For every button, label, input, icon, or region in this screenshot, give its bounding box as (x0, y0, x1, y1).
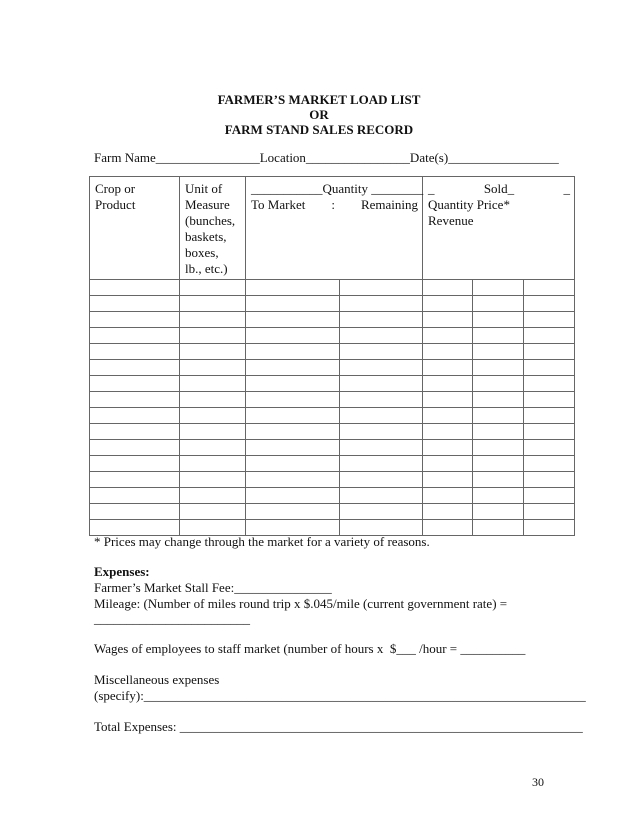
table-cell[interactable] (473, 504, 524, 520)
table-cell[interactable] (473, 424, 524, 440)
prices-footnote: * Prices may change through the market for a variety of reasons. (94, 534, 430, 549)
table-cell[interactable] (180, 504, 246, 520)
table-cell[interactable] (340, 360, 423, 376)
table-cell[interactable] (340, 328, 423, 344)
table-row (90, 312, 575, 328)
table-cell[interactable] (180, 488, 246, 504)
table-cell[interactable] (473, 520, 524, 536)
table-cell[interactable] (180, 472, 246, 488)
table-cell[interactable] (90, 424, 180, 440)
table-row (90, 376, 575, 392)
table-cell[interactable] (180, 344, 246, 360)
table-cell[interactable] (246, 456, 340, 472)
table-cell[interactable] (90, 312, 180, 328)
header-sold-tail: _ (563, 181, 570, 196)
header-sold-label: Sold_ (483, 181, 515, 196)
table-cell[interactable] (90, 376, 180, 392)
table-cell[interactable] (423, 456, 473, 472)
table-cell[interactable] (180, 408, 246, 424)
table-cell[interactable] (180, 280, 246, 296)
table-body (90, 280, 575, 536)
table-cell[interactable] (524, 520, 575, 536)
table-cell[interactable] (473, 296, 524, 312)
table-row (90, 280, 575, 296)
table-cell[interactable] (473, 440, 524, 456)
mileage-line: Mileage: (Number of miles round trip x $.045/mile (current government rate) = (94, 596, 508, 611)
table-cell[interactable] (90, 408, 180, 424)
table-cell[interactable] (90, 280, 180, 296)
table-cell[interactable] (423, 488, 473, 504)
table-cell[interactable] (246, 360, 340, 376)
header-sold-subtitles: Quantity Price* Revenue (428, 197, 510, 228)
header-quantity (246, 177, 423, 280)
table-cell[interactable] (423, 392, 473, 408)
table-cell[interactable] (524, 392, 575, 408)
table-cell[interactable] (524, 360, 575, 376)
table-cell[interactable] (246, 280, 340, 296)
total-expenses-line: Total Expenses: ______________________________________________________________ (94, 719, 583, 734)
header-sold (423, 177, 575, 280)
table-cell[interactable] (90, 296, 180, 312)
table-cell[interactable] (473, 488, 524, 504)
header-colon: : (331, 197, 335, 212)
table-cell[interactable] (340, 296, 423, 312)
table-cell[interactable] (340, 312, 423, 328)
header-unit-of-measure: Unit of Measure (bunches, baskets, boxes, lb., etc.) (180, 177, 246, 280)
table-cell[interactable] (524, 408, 575, 424)
table-cell[interactable] (180, 440, 246, 456)
table-cell[interactable] (180, 456, 246, 472)
table-cell[interactable] (180, 392, 246, 408)
table-row (90, 504, 575, 520)
table-cell[interactable] (340, 472, 423, 488)
table-cell[interactable] (473, 312, 524, 328)
table-cell[interactable] (246, 440, 340, 456)
table-cell[interactable] (246, 504, 340, 520)
table-cell[interactable] (90, 344, 180, 360)
table-cell[interactable] (340, 408, 423, 424)
table-cell[interactable] (246, 472, 340, 488)
table-cell[interactable] (340, 504, 423, 520)
table-cell[interactable] (524, 472, 575, 488)
table-cell[interactable] (180, 296, 246, 312)
table-cell[interactable] (423, 344, 473, 360)
table-cell[interactable] (246, 408, 340, 424)
table-cell[interactable] (340, 488, 423, 504)
table-cell[interactable] (524, 456, 575, 472)
table-cell[interactable] (423, 504, 473, 520)
table-cell[interactable] (423, 360, 473, 376)
table-cell[interactable] (524, 504, 575, 520)
table-cell[interactable] (423, 280, 473, 296)
table-cell[interactable] (473, 344, 524, 360)
table-cell[interactable] (180, 424, 246, 440)
form-title-line-3: FARM STAND SALES RECORD (224, 122, 414, 137)
form-title-line-2: OR (309, 107, 329, 122)
table-cell[interactable] (246, 328, 340, 344)
header-remaining: Remaining (360, 197, 418, 212)
table-cell[interactable] (423, 440, 473, 456)
table-cell[interactable] (90, 328, 180, 344)
table-row (90, 328, 575, 344)
table-cell[interactable] (246, 312, 340, 328)
table-cell[interactable] (423, 312, 473, 328)
mileage-blank-line: ________________________ (94, 611, 250, 626)
table-cell[interactable] (524, 376, 575, 392)
table-cell[interactable] (180, 328, 246, 344)
table-row (90, 488, 575, 504)
table-cell[interactable] (246, 296, 340, 312)
table-cell[interactable] (524, 280, 575, 296)
table-cell[interactable] (423, 472, 473, 488)
table-cell[interactable] (90, 392, 180, 408)
table-cell[interactable] (340, 344, 423, 360)
wages-line: Wages of employees to staff market (number of hours x $___ /hour = __________ (94, 641, 526, 656)
table-row (90, 424, 575, 440)
table-row (90, 360, 575, 376)
table-cell[interactable] (340, 280, 423, 296)
table-cell[interactable] (246, 344, 340, 360)
table-cell[interactable] (524, 328, 575, 344)
table-row (90, 344, 575, 360)
table-row (90, 392, 575, 408)
table-cell[interactable] (340, 424, 423, 440)
table-cell[interactable] (90, 488, 180, 504)
table-header-row (90, 177, 575, 280)
table-row (90, 456, 575, 472)
table-cell[interactable] (423, 376, 473, 392)
table-cell[interactable] (180, 376, 246, 392)
table-cell[interactable] (340, 392, 423, 408)
header-sold-underscore: _ (428, 181, 435, 196)
farm-info-line: Farm Name________________Location________________Date(s)_________________ (94, 150, 559, 165)
table-cell[interactable] (473, 360, 524, 376)
header-sold-title (428, 181, 570, 197)
table-cell[interactable] (246, 424, 340, 440)
table-cell[interactable] (473, 328, 524, 344)
table-cell[interactable] (90, 472, 180, 488)
table-cell[interactable] (90, 456, 180, 472)
table-row (90, 472, 575, 488)
table-cell[interactable] (90, 504, 180, 520)
table-cell[interactable] (180, 360, 246, 376)
table-cell[interactable] (524, 312, 575, 328)
table-row (90, 408, 575, 424)
table-cell[interactable] (340, 440, 423, 456)
table-cell[interactable] (473, 280, 524, 296)
misc-expenses-specify-line: (specify):____________________________________________________________________ (94, 688, 586, 703)
table-cell[interactable] (423, 408, 473, 424)
table-cell[interactable] (246, 488, 340, 504)
table-row (90, 440, 575, 456)
table-cell[interactable] (473, 376, 524, 392)
table-cell[interactable] (524, 344, 575, 360)
table-cell[interactable] (180, 312, 246, 328)
table-cell[interactable] (524, 424, 575, 440)
table-cell[interactable] (340, 456, 423, 472)
table-cell[interactable] (473, 456, 524, 472)
table-cell[interactable] (246, 376, 340, 392)
header-quantity-title: ___________Quantity ________ (251, 181, 424, 196)
table-cell[interactable] (246, 392, 340, 408)
table-cell[interactable] (524, 488, 575, 504)
header-crop-product: Crop or Product (90, 177, 180, 280)
misc-expenses-label: Miscellaneous expenses (94, 672, 220, 687)
table-row (90, 296, 575, 312)
form-title-line-1: FARMER’S MARKET LOAD LIST (217, 92, 421, 107)
table-cell[interactable] (423, 328, 473, 344)
table-cell[interactable] (524, 296, 575, 312)
table-cell[interactable] (524, 440, 575, 456)
table-cell[interactable] (473, 392, 524, 408)
table-cell[interactable] (473, 408, 524, 424)
header-to-market: To Market (251, 197, 306, 212)
table-cell[interactable] (423, 520, 473, 536)
table-cell[interactable] (423, 296, 473, 312)
header-quantity-subtitles (251, 197, 418, 213)
load-list-table (89, 176, 575, 536)
table-cell[interactable] (90, 360, 180, 376)
page-number: 30 (532, 775, 544, 789)
table-cell[interactable] (90, 440, 180, 456)
table-cell[interactable] (340, 376, 423, 392)
expenses-heading: Expenses: (94, 564, 150, 579)
table-cell[interactable] (473, 472, 524, 488)
stall-fee-line: Farmer’s Market Stall Fee:_______________ (94, 580, 332, 595)
table-cell[interactable] (423, 424, 473, 440)
